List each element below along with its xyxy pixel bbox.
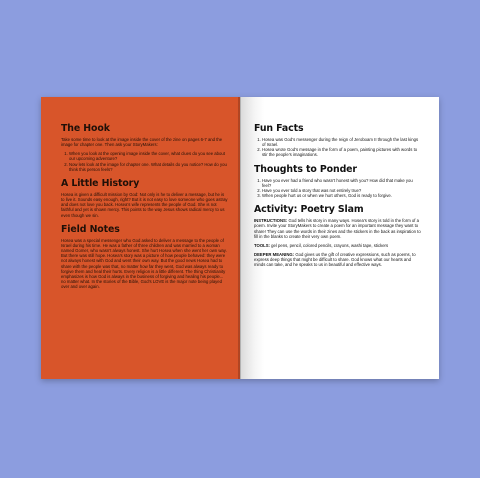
ponder-item: 3. When people hurt us or when we hurt others, God is ready to forgive. [262, 193, 421, 198]
activity-instructions [254, 218, 421, 239]
instructions-text: God tells his story in many ways. Hosea’s story is told in the form of a poem. Invite your StoryMakers to create a poem for an important message they want to share! They can use the words in their zines and the stickers in the back as inspiration to fill in the blanks to create their very own poem. [254, 218, 421, 239]
ponder-item: 1. Have you ever had a friend who wasn’t honest with you? How did that make you feel? [262, 178, 421, 188]
history-text: Hosea is given a difficult mission by God: Not only is he to deliver a message, but he is to live it. Sounds easy enough, right? But it is not easy to love someone who goes astray and does not love you back. Hosea’s wife represents the people of God. She is not faithful and yet is shown mercy. This points to the way Jesus shows radical mercy to us even though we sin. [61, 191, 228, 218]
field-notes-text: Hosea was a special messenger who God asked to deliver a message to the people of Israel during his time. He was a father of three children and was married to a woman named Gomer, who wasn’t always honest. She hurt Hosea when she went her own way. But there was still hope. Hosea’s story was a picture of how people behaved: they were not always honest with God and went their own way. But the good news Hosea had to share with the people was that, no matter how far they went, God was always ready to forgive them and heal their hurts. Every religion is a little different. The thing Christianity emphasizes is how God is always in the business of forgiving and healing his people... no matter what. In the stories of the Bible, God’s LOVE is the major note being played over and over again. [61, 237, 227, 290]
ponder-list [254, 178, 421, 199]
ponder-item: 2. Have you ever told a story that was not entirely true? [262, 188, 421, 193]
history-heading: A Little History [61, 177, 140, 189]
instructions-label: INSTRUCTIONS: [254, 218, 288, 224]
activity-deeper-meaning [254, 252, 421, 267]
history-section [61, 178, 228, 218]
fun-facts-section [254, 123, 421, 158]
left-page [41, 97, 240, 379]
deeper-meaning-text: God gives us the gift of creative expressions, such as poems, to express deep things that might be difficult to share. God knows what our hearts and minds can take, and he speaks to us in beautiful and effective ways. [254, 252, 416, 268]
right-page [240, 97, 439, 379]
activity-heading: Activity: Poetry Slam [254, 204, 364, 216]
fun-fact-item: 1. Hosea was God’s messenger during the reign of Jeroboam II through the last kings of Israel. [262, 137, 421, 147]
book-spine [238, 97, 241, 379]
hook-item: 1. When you look at the opening image inside the cover, what clues do you see about our upcoming adventure? [69, 151, 228, 161]
fun-facts-heading: Fun Facts [254, 123, 304, 134]
field-notes-section [61, 224, 228, 290]
deeper-meaning-label: DEEPER MEANING: [254, 252, 295, 258]
activity-section [254, 204, 421, 267]
fun-facts-list [254, 137, 421, 158]
activity-tools [254, 243, 421, 248]
open-booklet [41, 97, 439, 379]
hook-section [61, 123, 228, 172]
hook-item: 2. Now lets look at the image for chapter one. What details do you notice? How do you think this person feels? [69, 162, 228, 172]
ponder-section [254, 164, 421, 199]
hook-intro: Take some time to look at the image inside the cover of the zine on pages 6-7 and the image for chapter one. Then ask your StoryMakers: [61, 137, 223, 148]
tools-label: TOOLS: [254, 242, 270, 248]
field-notes-heading: Field Notes [61, 223, 120, 235]
ponder-heading: Thoughts to Ponder [254, 163, 357, 175]
tools-text: gel pens, pencil, colored pencils, crayons, washi tape, stickers [269, 242, 389, 248]
hook-heading: The Hook [61, 123, 110, 134]
hook-list [61, 151, 228, 172]
fun-fact-item: 2. Hosea wrote God’s message in the form of a poem, painting pictures with words to stir the people’s imaginations. [262, 147, 421, 157]
